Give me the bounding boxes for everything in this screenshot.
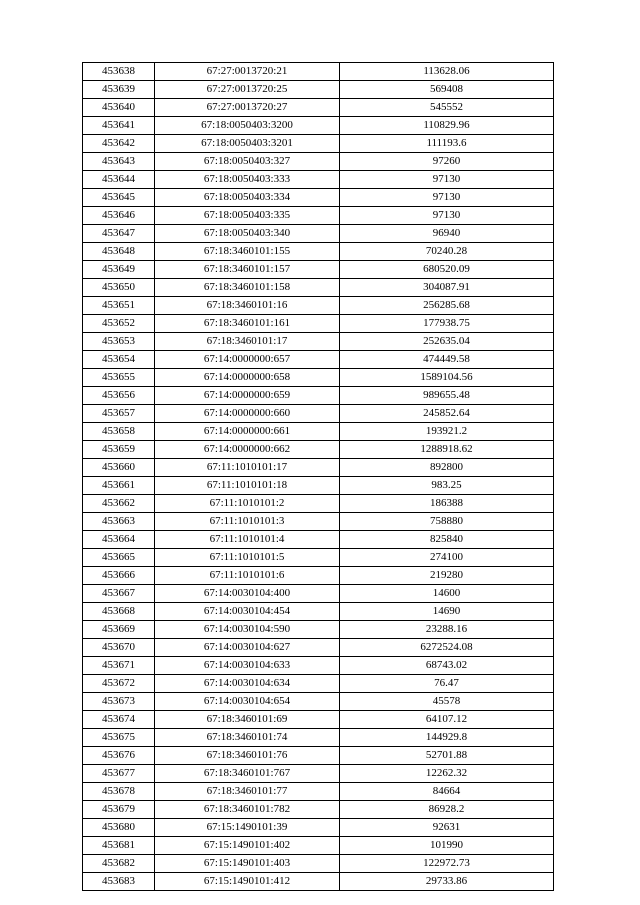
value-cell: 29733.86 [340,873,554,891]
cadastral-number-cell: 67:18:3460101:17 [155,333,340,351]
table-row [83,567,554,585]
record-number-cell: 453656 [83,387,155,405]
table-row [83,747,554,765]
record-number-cell: 453655 [83,369,155,387]
value-cell: 97130 [340,171,554,189]
value-cell: 70240.28 [340,243,554,261]
cadastral-number-cell: 67:15:1490101:39 [155,819,340,837]
value-cell: 97130 [340,189,554,207]
record-number-cell: 453675 [83,729,155,747]
record-number-cell: 453668 [83,603,155,621]
value-cell: 245852.64 [340,405,554,423]
cadastral-number-cell: 67:11:1010101:4 [155,531,340,549]
value-cell: 825840 [340,531,554,549]
table-row [83,621,554,639]
cadastral-number-cell: 67:15:1490101:403 [155,855,340,873]
table-row [83,819,554,837]
record-number-cell: 453667 [83,585,155,603]
cadastral-number-cell: 67:14:0000000:660 [155,405,340,423]
record-number-cell: 453682 [83,855,155,873]
value-cell: 569408 [340,81,554,99]
value-cell: 274100 [340,549,554,567]
value-cell: 758880 [340,513,554,531]
cadastral-number-cell: 67:18:3460101:158 [155,279,340,297]
table-row [83,459,554,477]
record-number-cell: 453639 [83,81,155,99]
record-number-cell: 453681 [83,837,155,855]
value-cell: 68743.02 [340,657,554,675]
record-number-cell: 453654 [83,351,155,369]
cadastral-number-cell: 67:27:0013720:21 [155,63,340,81]
value-cell: 86928.2 [340,801,554,819]
table-row [83,369,554,387]
value-cell: 92631 [340,819,554,837]
cadastral-number-cell: 67:11:1010101:17 [155,459,340,477]
record-number-cell: 453661 [83,477,155,495]
value-cell: 304087.91 [340,279,554,297]
cadastral-number-cell: 67:14:0030104:633 [155,657,340,675]
value-cell: 14600 [340,585,554,603]
cadastral-number-cell: 67:14:0030104:400 [155,585,340,603]
table-row [83,531,554,549]
value-cell: 193921.2 [340,423,554,441]
value-cell: 101990 [340,837,554,855]
record-number-cell: 453676 [83,747,155,765]
value-cell: 545552 [340,99,554,117]
record-number-cell: 453660 [83,459,155,477]
records-table [82,62,554,891]
table-row [83,63,554,81]
record-number-cell: 453663 [83,513,155,531]
table-row [83,765,554,783]
cadastral-number-cell: 67:18:3460101:155 [155,243,340,261]
cadastral-number-cell: 67:18:0050403:335 [155,207,340,225]
table-row [83,279,554,297]
table-row [83,477,554,495]
record-number-cell: 453683 [83,873,155,891]
value-cell: 1589104.56 [340,369,554,387]
cadastral-number-cell: 67:18:3460101:161 [155,315,340,333]
record-number-cell: 453640 [83,99,155,117]
cadastral-number-cell: 67:27:0013720:27 [155,99,340,117]
value-cell: 256285.68 [340,297,554,315]
table-row [83,117,554,135]
cadastral-number-cell: 67:18:3460101:16 [155,297,340,315]
cadastral-number-cell: 67:18:0050403:327 [155,153,340,171]
cadastral-number-cell: 67:18:0050403:3201 [155,135,340,153]
record-number-cell: 453680 [83,819,155,837]
record-number-cell: 453645 [83,189,155,207]
cadastral-number-cell: 67:15:1490101:402 [155,837,340,855]
table-row [83,297,554,315]
record-number-cell: 453664 [83,531,155,549]
value-cell: 892800 [340,459,554,477]
table-row [83,801,554,819]
value-cell: 64107.12 [340,711,554,729]
value-cell: 111193.6 [340,135,554,153]
table-row [83,387,554,405]
table-row [83,81,554,99]
table-row [83,639,554,657]
table-row [83,495,554,513]
record-number-cell: 453672 [83,675,155,693]
record-number-cell: 453666 [83,567,155,585]
cadastral-number-cell: 67:18:0050403:3200 [155,117,340,135]
cadastral-number-cell: 67:18:0050403:334 [155,189,340,207]
table-row [83,261,554,279]
cadastral-number-cell: 67:11:1010101:2 [155,495,340,513]
value-cell: 97130 [340,207,554,225]
table-row [83,549,554,567]
table-row [83,423,554,441]
value-cell: 680520.09 [340,261,554,279]
value-cell: 983.25 [340,477,554,495]
record-number-cell: 453648 [83,243,155,261]
value-cell: 97260 [340,153,554,171]
cadastral-number-cell: 67:18:3460101:76 [155,747,340,765]
cadastral-number-cell: 67:15:1490101:412 [155,873,340,891]
record-number-cell: 453677 [83,765,155,783]
record-number-cell: 453669 [83,621,155,639]
value-cell: 177938.75 [340,315,554,333]
table-row [83,207,554,225]
cadastral-number-cell: 67:14:0000000:658 [155,369,340,387]
table-row [83,603,554,621]
record-number-cell: 453665 [83,549,155,567]
record-number-cell: 453641 [83,117,155,135]
record-number-cell: 453658 [83,423,155,441]
table-row [83,225,554,243]
records-table-body [83,63,554,891]
table-row [83,729,554,747]
record-number-cell: 453642 [83,135,155,153]
record-number-cell: 453653 [83,333,155,351]
cadastral-number-cell: 67:18:3460101:767 [155,765,340,783]
record-number-cell: 453659 [83,441,155,459]
cadastral-number-cell: 67:14:0000000:661 [155,423,340,441]
record-number-cell: 453646 [83,207,155,225]
value-cell: 6272524.08 [340,639,554,657]
table-row [83,99,554,117]
record-number-cell: 453670 [83,639,155,657]
record-number-cell: 453657 [83,405,155,423]
cadastral-number-cell: 67:11:1010101:3 [155,513,340,531]
value-cell: 96940 [340,225,554,243]
cadastral-number-cell: 67:18:3460101:74 [155,729,340,747]
cadastral-number-cell: 67:18:0050403:333 [155,171,340,189]
record-number-cell: 453643 [83,153,155,171]
cadastral-number-cell: 67:27:0013720:25 [155,81,340,99]
value-cell: 23288.16 [340,621,554,639]
value-cell: 45578 [340,693,554,711]
value-cell: 113628.06 [340,63,554,81]
cadastral-number-cell: 67:18:3460101:77 [155,783,340,801]
table-row [83,153,554,171]
table-row [83,711,554,729]
table-row [83,171,554,189]
record-number-cell: 453662 [83,495,155,513]
cadastral-number-cell: 67:14:0000000:657 [155,351,340,369]
record-number-cell: 453638 [83,63,155,81]
table-row [83,873,554,891]
table-row [83,657,554,675]
cadastral-number-cell: 67:11:1010101:5 [155,549,340,567]
cadastral-number-cell: 67:14:0000000:662 [155,441,340,459]
cadastral-number-cell: 67:18:0050403:340 [155,225,340,243]
record-number-cell: 453650 [83,279,155,297]
value-cell: 252635.04 [340,333,554,351]
table-row [83,135,554,153]
record-number-cell: 453651 [83,297,155,315]
cadastral-number-cell: 67:18:3460101:782 [155,801,340,819]
value-cell: 122972.73 [340,855,554,873]
table-row [83,585,554,603]
value-cell: 144929.8 [340,729,554,747]
record-number-cell: 453671 [83,657,155,675]
cadastral-number-cell: 67:14:0030104:627 [155,639,340,657]
value-cell: 186388 [340,495,554,513]
record-number-cell: 453649 [83,261,155,279]
value-cell: 474449.58 [340,351,554,369]
cadastral-number-cell: 67:18:3460101:69 [155,711,340,729]
value-cell: 14690 [340,603,554,621]
table-row [83,405,554,423]
record-number-cell: 453679 [83,801,155,819]
table-row [83,513,554,531]
table-row [83,693,554,711]
table-row [83,351,554,369]
cadastral-number-cell: 67:11:1010101:6 [155,567,340,585]
cadastral-number-cell: 67:14:0030104:590 [155,621,340,639]
value-cell: 52701.88 [340,747,554,765]
record-number-cell: 453652 [83,315,155,333]
record-number-cell: 453647 [83,225,155,243]
cadastral-number-cell: 67:14:0030104:454 [155,603,340,621]
value-cell: 989655.48 [340,387,554,405]
value-cell: 12262.32 [340,765,554,783]
value-cell: 84664 [340,783,554,801]
table-row [83,333,554,351]
table-row [83,855,554,873]
record-number-cell: 453674 [83,711,155,729]
record-number-cell: 453644 [83,171,155,189]
cadastral-number-cell: 67:14:0000000:659 [155,387,340,405]
table-row [83,837,554,855]
record-number-cell: 453678 [83,783,155,801]
value-cell: 219280 [340,567,554,585]
cadastral-number-cell: 67:14:0030104:634 [155,675,340,693]
table-row [83,783,554,801]
value-cell: 110829.96 [340,117,554,135]
value-cell: 76.47 [340,675,554,693]
cadastral-number-cell: 67:14:0030104:654 [155,693,340,711]
table-row [83,675,554,693]
cadastral-number-cell: 67:11:1010101:18 [155,477,340,495]
table-row [83,243,554,261]
value-cell: 1288918.62 [340,441,554,459]
table-row [83,441,554,459]
table-row [83,189,554,207]
record-number-cell: 453673 [83,693,155,711]
cadastral-number-cell: 67:18:3460101:157 [155,261,340,279]
table-row [83,315,554,333]
